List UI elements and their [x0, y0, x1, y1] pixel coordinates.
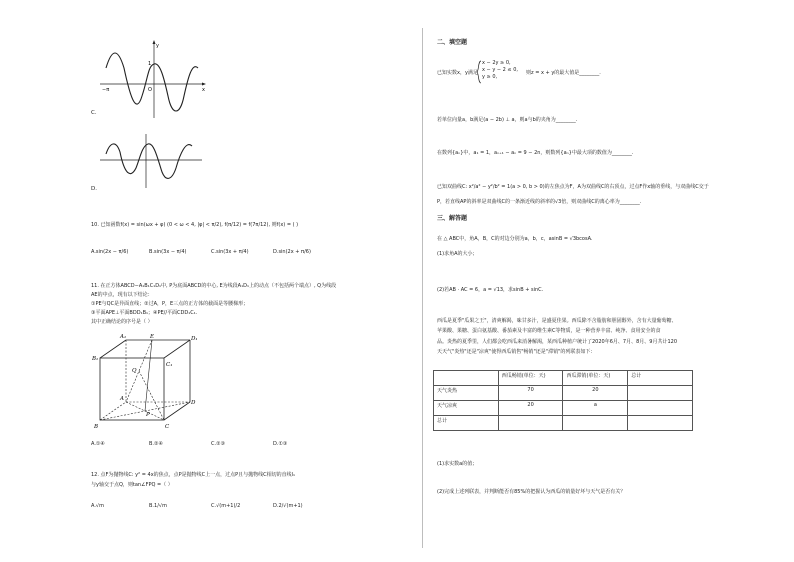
- q11-option-a[interactable]: A.①④: [91, 441, 105, 447]
- table-header-cell: 总计: [628, 371, 693, 386]
- table-cell: 20: [498, 401, 563, 416]
- q18-line4: 天天气"炎热"还是"凉爽"使得西瓜销售"畅销"还是"滞销"的列联表如下：: [437, 349, 596, 355]
- neg-pi-label: −π: [102, 87, 110, 93]
- y-axis-label: y: [156, 43, 159, 49]
- label-d1: D₁: [191, 336, 198, 342]
- q10-option-b[interactable]: B.sin(3x − π/4): [149, 249, 187, 255]
- table-cell: a: [563, 401, 628, 416]
- label-a1: A₁: [120, 334, 127, 340]
- q11-line5: 其中正确结论的序号是（ ）: [91, 319, 153, 325]
- graph-option-c: [98, 38, 208, 120]
- q13-cond1: x − 2y ≥ 0,: [482, 60, 511, 66]
- section-3-heading: 三、解答题: [437, 215, 468, 222]
- table-cell: [628, 416, 693, 431]
- one-label: 1: [148, 61, 152, 67]
- table-cell: 20: [563, 386, 628, 401]
- q11-option-c[interactable]: C.②③: [211, 441, 226, 447]
- label-e: E: [150, 334, 155, 340]
- q12-option-c[interactable]: C.√(m+1)/2: [211, 503, 241, 509]
- q13-text: 已知实数x，y满足: [437, 70, 478, 76]
- q18-line1: 西瓜是夏季"瓜果之王"，清爽解渴，味甘多汁，是盛夏佳果。西瓜除不含脂肪和胆固醇外，含有大量葡萄糖、: [437, 318, 677, 324]
- q10-option-c[interactable]: C.sin(3x + π/4): [211, 249, 249, 255]
- table-cell: [628, 386, 693, 401]
- q13-cond3: y ≥ 0,: [482, 74, 498, 80]
- q12-option-b[interactable]: B.1/√m: [149, 503, 167, 509]
- q11-line4: ③平面APE⊥平面BDD₁B₁；④PE//平面CDD₁C₁.: [91, 310, 198, 316]
- label-d: D: [191, 400, 196, 406]
- q12-option-a[interactable]: A.√m: [91, 503, 104, 509]
- q18-line3: 品。炎热的夏季里，人们都会吃西瓜来消暑解渴，某西瓜种植户统计了2020年6月、7月、8月、9月共计120: [437, 339, 677, 345]
- table-cell: [563, 416, 628, 431]
- q12-line2: 与y轴交于点Q，则tan∠FPQ =（ ）: [91, 482, 173, 488]
- column-divider: [422, 28, 423, 548]
- q10-stem: 10. 已知函数f(x) = sin(ωx + φ) (0 < ω < 4, |φ| < π/2), f(π/12) = f(7π/12), 则f(x) = ( ): [91, 222, 299, 228]
- table-cell: 天气凉爽: [434, 401, 499, 416]
- q16-line2: P，若直线AP的斜率是双曲线C的一条渐近线的斜率的√3倍，则双曲线C的离心率为________.: [437, 199, 642, 205]
- table-row: [434, 386, 693, 401]
- label-c1: C₁: [166, 362, 173, 368]
- label-c: C: [165, 424, 170, 430]
- q18-line2: 苹果酸、果糖、蛋白氨基酸、番茄素及丰富的维生素C等物质，是一种营养丰富、纯净、食用安全的食: [437, 328, 661, 334]
- cube-figure: [92, 332, 202, 430]
- q11-option-d[interactable]: D.①③: [273, 441, 288, 447]
- origin-label: O: [148, 87, 152, 93]
- x-axis-label: x: [202, 87, 205, 93]
- label-q: Q: [132, 368, 137, 374]
- graph-option-d: [98, 132, 208, 190]
- q14-text: 若单位向量a，b满足(a − 2b) ⊥ a，则a与b的夹角为________.: [437, 117, 578, 123]
- q10-option-a[interactable]: A.sin(2x − π/6): [91, 249, 129, 255]
- table-cell: [628, 401, 693, 416]
- option-c-label: C.: [91, 110, 97, 116]
- label-b1: B₁: [92, 356, 99, 362]
- table-row: [434, 416, 693, 431]
- label-a: A: [120, 396, 124, 402]
- option-d-label: D.: [91, 186, 97, 192]
- table-header-cell: 西瓜畅销(单位：天): [498, 371, 563, 386]
- q13-tail: 则z = x + y的最大值是________.: [526, 70, 601, 76]
- q13-cond2: x − y − 2 ≤ 0,: [482, 67, 518, 73]
- table-row: [434, 371, 693, 386]
- q17-line1: 在 △ ABC中，角A，B，C的对边分别为a，b，c，asinB = √3bcosA.: [437, 236, 593, 242]
- q18-ask2: (2)完成上述列联表，并判断能否有85%的把握认为西瓜的销量好坏与天气是否有关？: [437, 489, 626, 495]
- q15-text: 在数列{aₙ}中，a₁ = 1，aₙ₊₁ − aₙ = 9 − 2n，则数列{aₙ}中最大项的数值为________.: [437, 150, 634, 156]
- label-b: B: [94, 424, 99, 430]
- table-row: [434, 401, 693, 416]
- table-header-cell: 西瓜滞销(单位：天): [563, 371, 628, 386]
- table-cell: 70: [498, 386, 563, 401]
- table-header-cell: [434, 371, 499, 386]
- q11-line3: ①PE与QC是异面直线；②过A，P，E三点的正方体的截面是等腰梯形；: [91, 301, 249, 307]
- q11-option-b[interactable]: B.②④: [149, 441, 163, 447]
- q17-line2: (1)求角A的大小；: [437, 251, 478, 257]
- q17-line3: (2)若AB · AC = 6，a = √13，求sinB + sinC.: [437, 287, 544, 293]
- table-cell: 总计: [434, 416, 499, 431]
- q12-option-d[interactable]: D.2/√(m+1): [273, 503, 303, 509]
- q11-line2: AE的中点，现有以下结论：: [91, 292, 153, 298]
- section-2-heading: 二、填空题: [437, 39, 468, 46]
- q11-line1: 11. 在正方体ABCD−A₁B₁C₁D₁中, P为底面ABCD的中心, E为线段A₁D₁上的动点（不包括两个端点）, Q为线段: [91, 283, 337, 289]
- table-cell: [498, 416, 563, 431]
- q12-line1: 12. 点F为抛物线C: y² = 4x的焦点，点P是抛物线C上一点，过点P且与抛物线C相切的直线l₁: [91, 472, 296, 478]
- q16-line1: 已知双曲线C: x²/a² − y²/b² = 1(a > 0, b > 0)的左焦点为F，A为双曲线C的右顶点，过点F作x轴的垂线，与双曲线C交于: [437, 184, 709, 190]
- q10-option-d[interactable]: D.sin(2x + π/6): [273, 249, 311, 255]
- q18-ask1: (1)求实数a的值；: [437, 461, 478, 467]
- contingency-table: [433, 370, 693, 431]
- table-cell: 天气炎热: [434, 386, 499, 401]
- label-p: P: [146, 412, 150, 418]
